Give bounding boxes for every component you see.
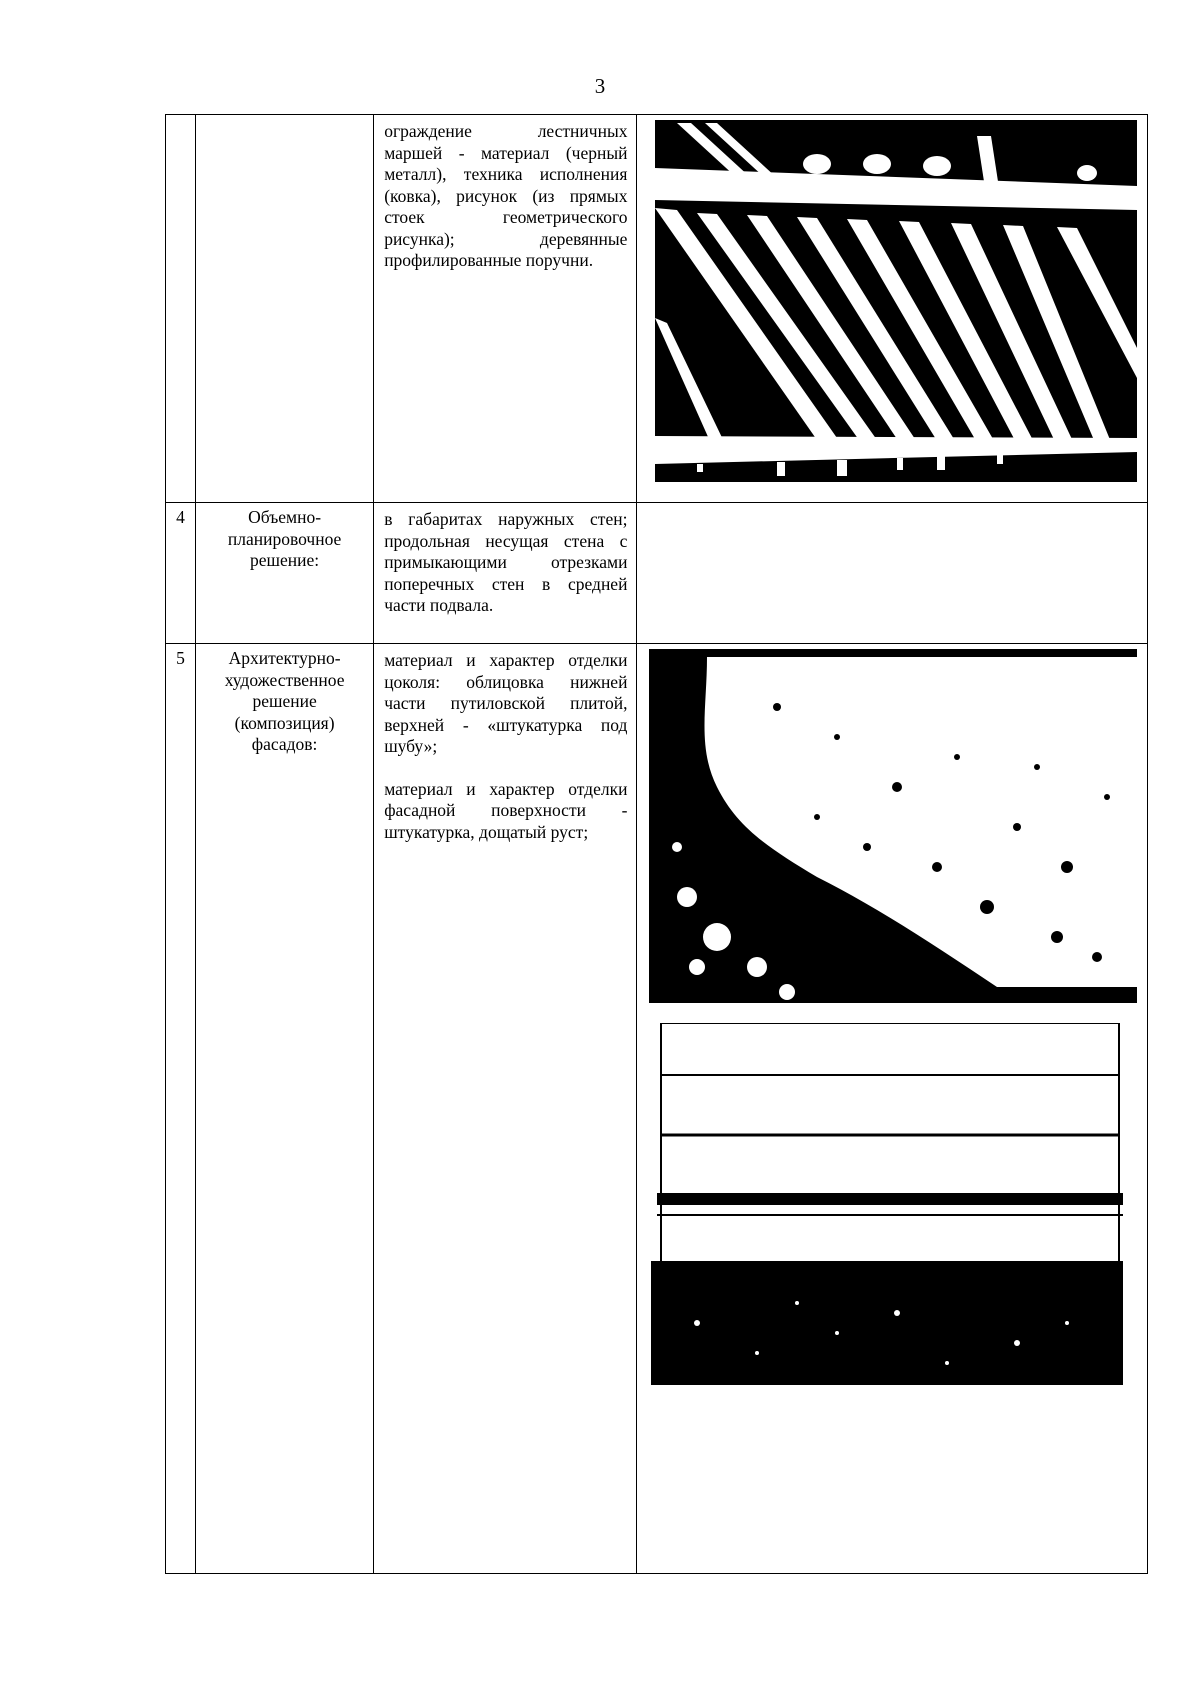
page-number: 3	[594, 74, 606, 98]
plinth-photo	[637, 647, 1147, 1007]
object-description-table	[165, 114, 1148, 1574]
plinth-finish-text: материал и характер отделки цоколя: облицовка нижней части путиловской плитой, верхней - «штукатурка под шубу»;	[384, 650, 628, 756]
row-name: Архитектурно-художественное решение (композиция) фасадов:	[196, 644, 374, 1574]
row-number: 4	[166, 503, 196, 644]
row-number: 5	[166, 644, 196, 1574]
row-number	[166, 115, 196, 503]
table-row	[166, 644, 1148, 1574]
facade-finish-text: материал и характер отделки фасадной поверхности - штукатурка, дощатый руст;	[384, 778, 628, 842]
table-row	[166, 503, 1148, 644]
row-description	[374, 644, 637, 1574]
row-images	[637, 644, 1148, 1574]
rustication-photo	[637, 1023, 1147, 1385]
row-name	[196, 115, 374, 503]
table-row	[166, 115, 1148, 503]
row-name: Объемно-планировочное решение:	[196, 503, 374, 644]
row-description: ограждение лестничных маршей - материал (черный металл), техника исполнения (ковка), рисунок (из прямых стоек геометрического рисунка); деревянные профилированные поручни.	[374, 115, 637, 503]
row-description: в габаритах наружных стен; продольная несущая стена с примыкающими отрезками поперечных стен в средней части подвала.	[374, 503, 637, 644]
row-images	[637, 503, 1148, 644]
railing-photo	[637, 118, 1147, 488]
row-images	[637, 115, 1148, 503]
